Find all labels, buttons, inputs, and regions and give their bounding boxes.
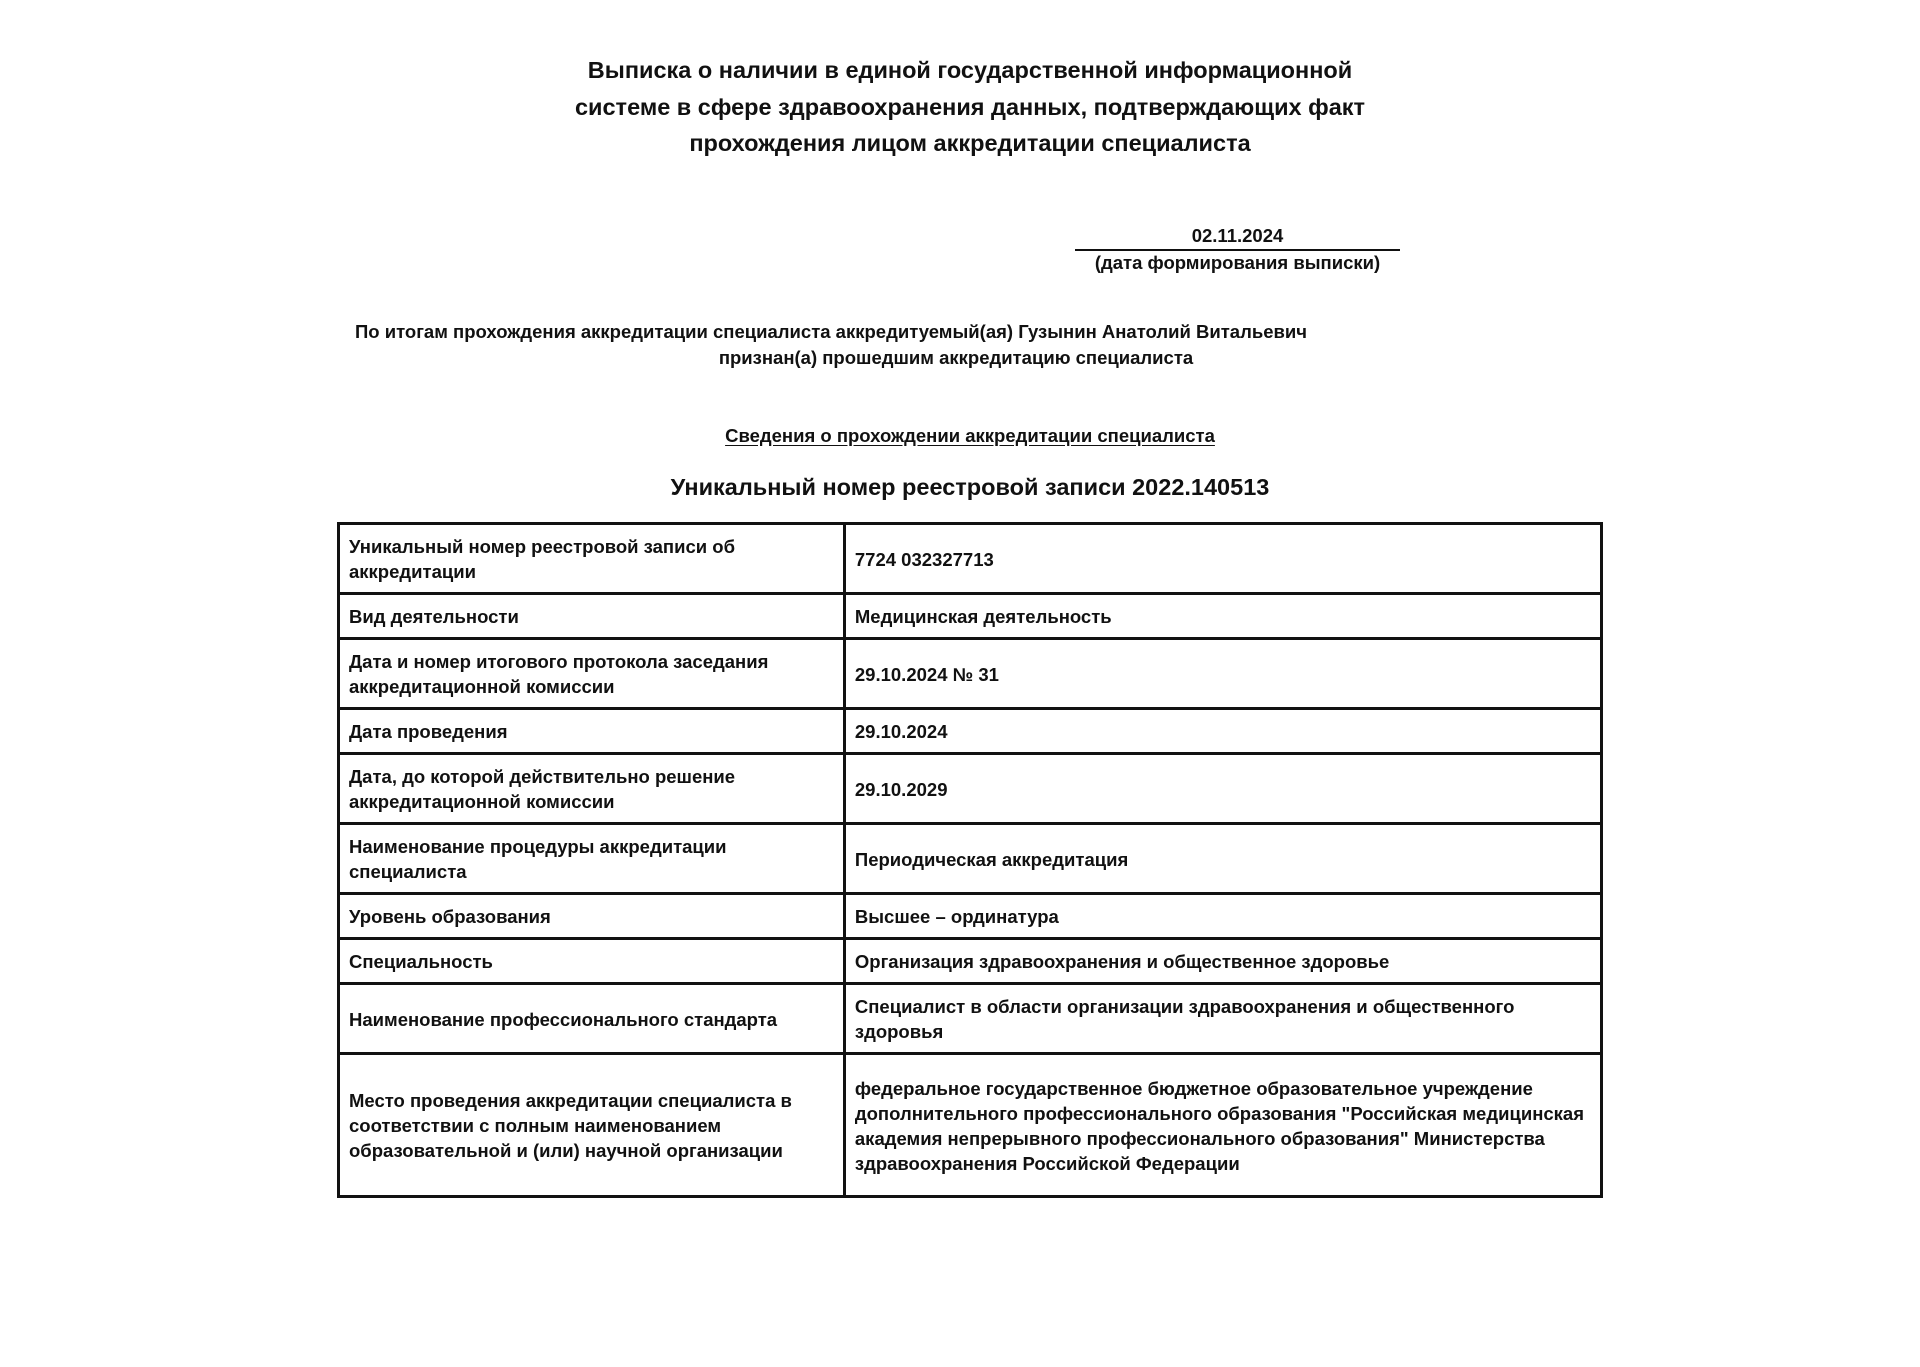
table-row [339, 524, 1602, 594]
document-title [0, 52, 1920, 162]
accreditation-table [337, 522, 1603, 1198]
registry-number-title: Уникальный номер реестровой записи 2022.140513 [670, 474, 1270, 500]
table-row [339, 824, 1602, 894]
row-value: Высшее – ординатура [844, 894, 1601, 939]
row-label: Место проведения аккредитации специалиста в соответствии с полным наименованием образовательной и (или) научной организации [339, 1054, 845, 1197]
row-label: Уровень образования [339, 894, 845, 939]
row-label: Наименование процедуры аккредитации специалиста [339, 824, 845, 894]
title-line: прохождения лицом аккредитации специалиста [689, 130, 1251, 156]
row-value: Периодическая аккредитация [844, 824, 1601, 894]
row-label: Специальность [339, 939, 845, 984]
row-value: 29.10.2024 № 31 [844, 639, 1601, 709]
table-row [339, 894, 1602, 939]
row-value: 29.10.2029 [844, 754, 1601, 824]
row-label: Наименование профессионального стандарта [339, 984, 845, 1054]
date-caption: (дата формирования выписки) [1094, 252, 1381, 273]
table-row [339, 984, 1602, 1054]
row-value: Специалист в области организации здравоохранения и общественного здоровья [844, 984, 1601, 1054]
row-label: Вид деятельности [339, 594, 845, 639]
row-label: Уникальный номер реестровой записи об аккредитации [339, 524, 845, 594]
row-label: Дата проведения [339, 709, 845, 754]
section-heading [0, 423, 1920, 449]
result-line: По итогам прохождения аккредитации специалиста аккредитуемый(ая) Гузынин Анатолий Витальевич [355, 321, 1307, 342]
row-value: Медицинская деятельность [844, 594, 1601, 639]
table-row [339, 939, 1602, 984]
date-value: 02.11.2024 [1075, 224, 1400, 251]
row-value: 7724 032327713 [844, 524, 1601, 594]
date-block [1075, 224, 1400, 275]
row-label: Дата, до которой действительно решение аккредитационной комиссии [339, 754, 845, 824]
table-row [339, 594, 1602, 639]
title-line: системе в сфере здравоохранения данных, подтверждающих факт [574, 93, 1366, 120]
row-value: 29.10.2024 [844, 709, 1601, 754]
result-line: признан(а) прошедшим аккредитацию специалиста [718, 347, 1194, 368]
row-label: Дата и номер итогового протокола заседания аккредитационной комиссии [339, 639, 845, 709]
section-heading-text: Сведения о прохождении аккредитации специалиста [725, 425, 1215, 446]
table-row [339, 754, 1602, 824]
table-row [339, 639, 1602, 709]
row-value: Организация здравоохранения и общественное здоровье [844, 939, 1601, 984]
row-value: федеральное государственное бюджетное образовательное учреждение дополнительного профессионального образования "Российская медицинская академия непрерывного профессионального образования" Министерства здравоохранения Российской Федерации [844, 1054, 1601, 1197]
title-line: Выписка о наличии в единой государственной информационной [587, 57, 1353, 83]
table-row [339, 709, 1602, 754]
table-row [339, 1054, 1602, 1197]
